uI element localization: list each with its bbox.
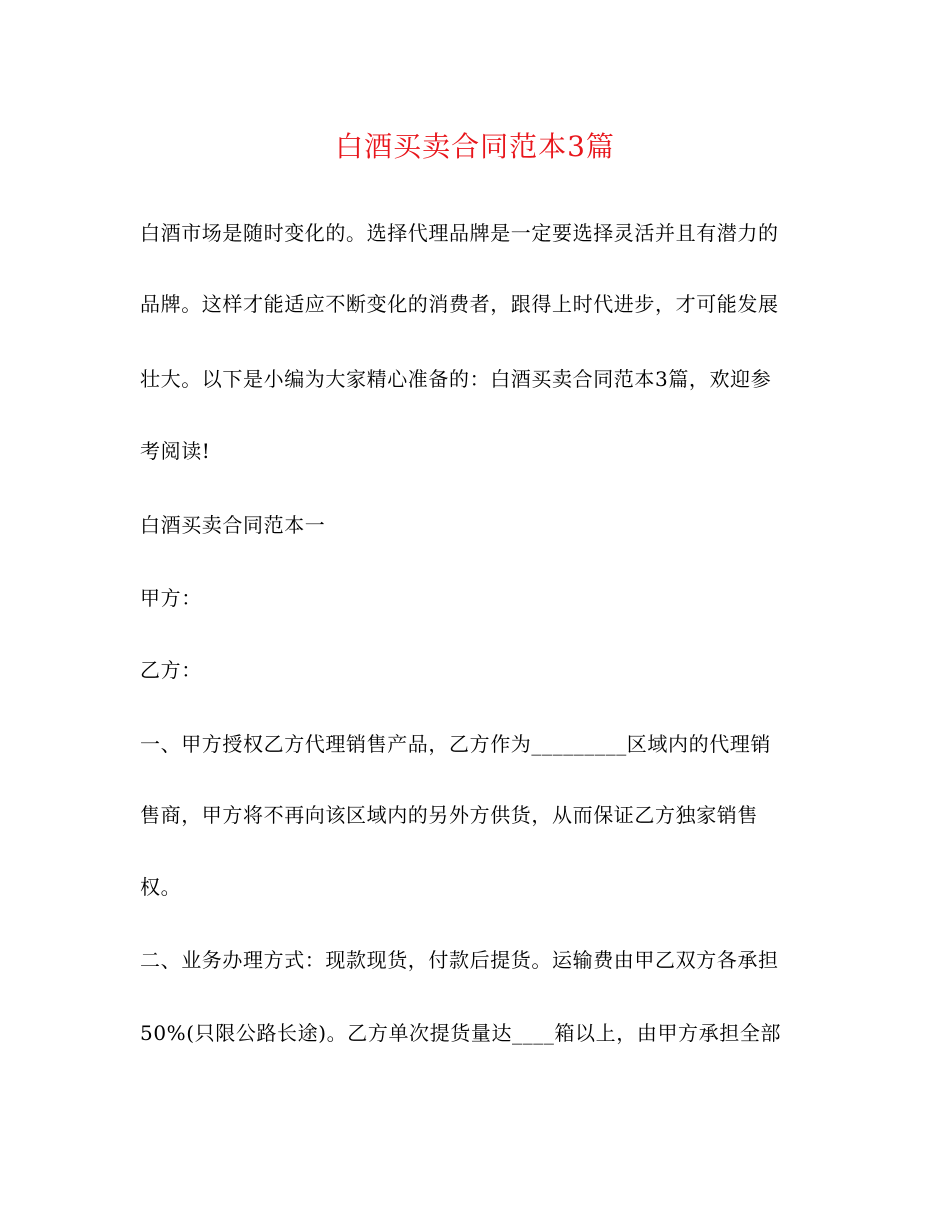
clause-line: 售商，甲方将不再向该区域内的另外方供货，从而保证乙方独家销售 bbox=[140, 803, 758, 827]
document-title: 白酒买卖合同范本3篇 bbox=[335, 130, 615, 163]
clause-line: 一、甲方授权乙方代理销售产品，乙方作为_________区域内的代理销 bbox=[140, 732, 771, 756]
clause-line: 权。 bbox=[140, 875, 182, 899]
party-b-label: 乙方： bbox=[140, 658, 202, 682]
clause-line: 50%(只限公路长途)。乙方单次提货量达____箱以上，由甲方承担全部 bbox=[140, 1021, 782, 1045]
section-heading: 白酒买卖合同范本一 bbox=[140, 513, 326, 537]
party-a-label: 甲方： bbox=[140, 586, 202, 610]
paragraph-line: 考阅读! bbox=[140, 439, 211, 463]
clause-line: 二、业务办理方式：现款现货，付款后提货。运输费由甲乙双方各承担 bbox=[140, 948, 779, 972]
paragraph-line: 品牌。这样才能适应不断变化的消费者，跟得上时代进步，才可能发展 bbox=[140, 292, 779, 316]
paragraph-line: 白酒市场是随时变化的。选择代理品牌是一定要选择灵活并且有潜力的 bbox=[140, 221, 779, 245]
paragraph-line: 壮大。以下是小编为大家精心准备的：白酒买卖合同范本3篇，欢迎参 bbox=[140, 367, 772, 391]
